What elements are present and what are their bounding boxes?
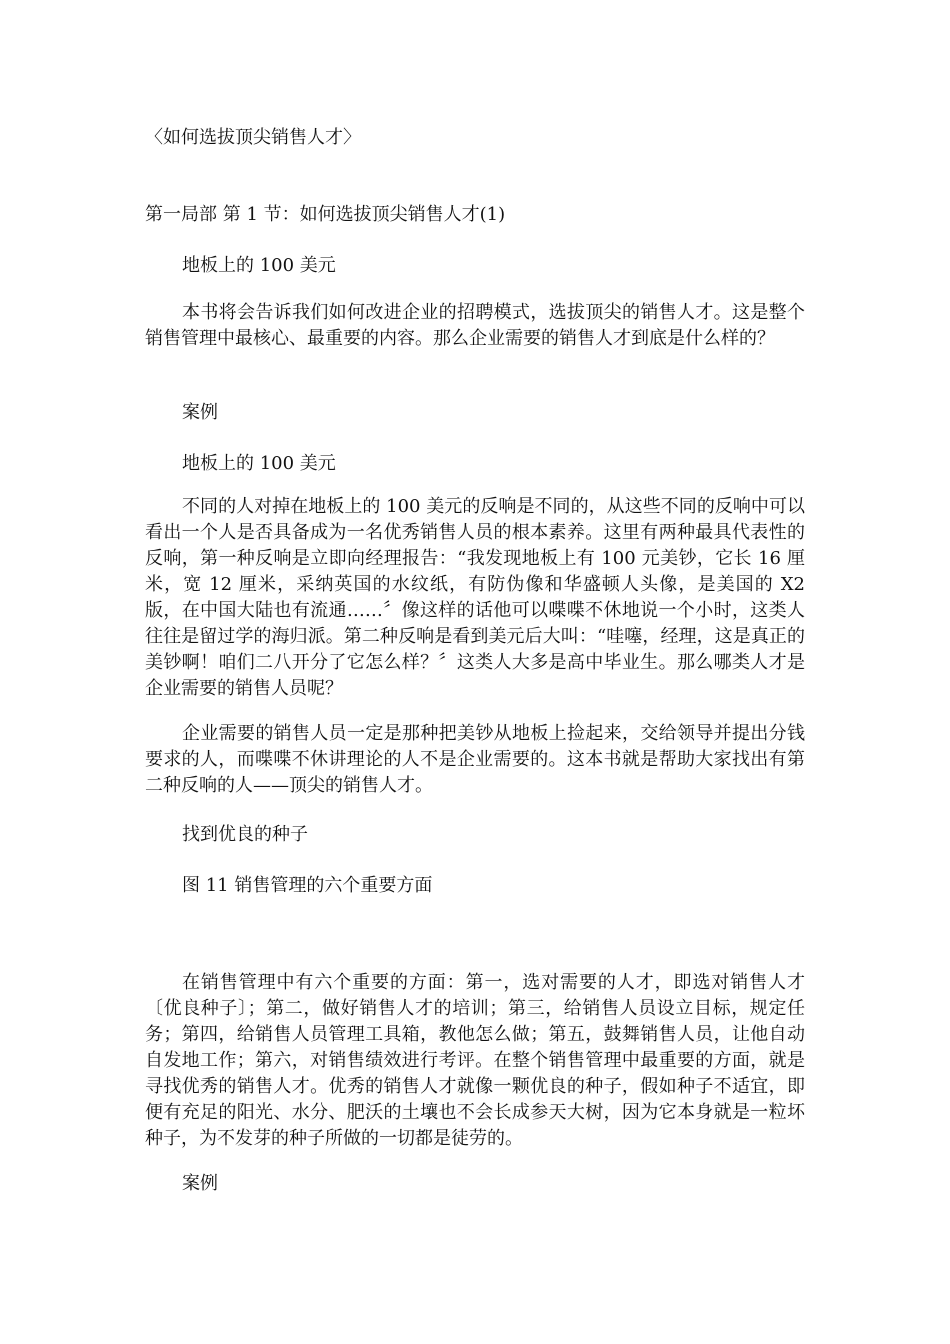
section-heading: 第一局部 第 1 节：如何选拔顶尖销售人才(1) — [145, 204, 506, 225]
book-title: 〈如何选拔顶尖销售人才〉 — [145, 127, 361, 148]
figure-caption: 图 11 销售管理的六个重要方面 — [182, 875, 433, 896]
paragraph-answer: 企业需要的销售人员一定是那种把美钞从地板上捡起来，交给领导并提出分钱要求的人，而喋喋不休讲理论的人不是企业需要的。这本书就是帮助大家找出有第二种反响的人——顶尖的销售人才。 — [145, 723, 805, 796]
case-label: 案例 — [182, 402, 218, 423]
subtitle-seed: 找到优良的种子 — [182, 824, 308, 845]
paragraph-case: 不同的人对掉在地板上的 100 美元的反响是不同的，从这些不同的反响中可以看出一个人是否具备成为一名优秀销售人员的根本素养。这里有两种最具代表性的反响，第一种反响是立即向经理报告：“我发现地板上有 100 元美钞，它长 16 厘米，宽 12 厘米，采纳英国的水纹纸，有防伪像和华盛顿人头像，是美国的 X2 版，在中国大陆也有流通……〞像这样的话他可以喋喋不休地说一个小时，这类人往往是留过学的海归派。第二种反响是看到美元后大叫：“哇噻，经理，这是真正的美钞啊！咱们二八开分了它怎么样？〞这类人大多是高中毕业生。那么哪类人才是企业需要的销售人员呢？ — [145, 496, 805, 699]
paragraph-six-aspects: 在销售管理中有六个重要的方面：第一，选对需要的人才，即选对销售人才〔优良种子〕；第二，做好销售人才的培训；第三，给销售人员设立目标，规定任务；第四，给销售人员管理工具箱，教他怎么做；第五，鼓舞销售人员，让他自动自发地工作；第六，对销售绩效进行考评。在整个销售管理中最重要的方面，就是寻找优秀的销售人才。优秀的销售人才就像一颗优良的种子，假如种子不适宜，即便有充足的阳光、水分、肥沃的土壤也不会长成参天大树，因为它本身就是一粒坏种子，为不发芽的种子所做的一切都是徒劳的。 — [145, 972, 805, 1149]
case-label: 案例 — [182, 1173, 218, 1194]
subtitle: 地板上的 100 美元 — [182, 255, 336, 276]
paragraph-intro: 本书将会告诉我们如何改进企业的招聘模式，选拔顶尖的销售人才。这是整个销售管理中最核心、最重要的内容。那么企业需要的销售人才到底是什么样的？ — [145, 302, 805, 349]
case-title: 地板上的 100 美元 — [182, 453, 336, 474]
